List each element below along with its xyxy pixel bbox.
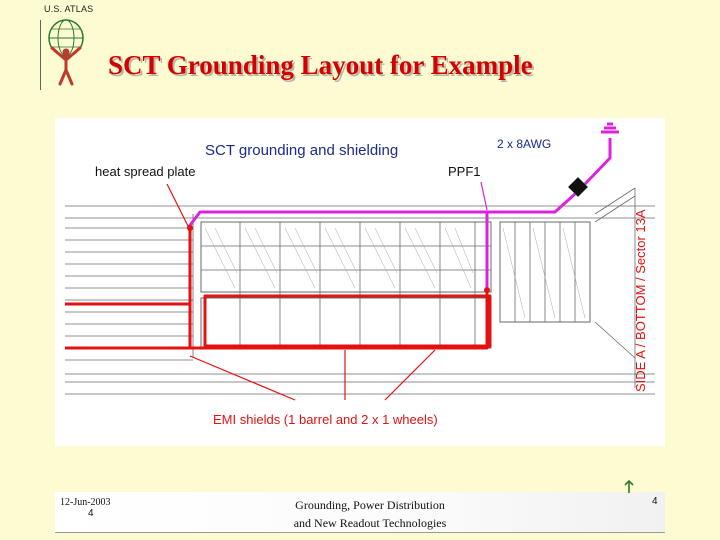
atlas-figure-icon — [40, 14, 100, 90]
footer-date: 12-Jun-2003 — [60, 497, 111, 508]
drawing-hatching — [205, 228, 585, 318]
footer-title-line1: Grounding, Power Distribution — [295, 498, 445, 512]
cable-label: 2 x 8AWG — [497, 137, 552, 151]
diagram-heading: SCT grounding and shielding — [205, 142, 399, 159]
footer-title-line2: and New Readout Technologies — [293, 516, 447, 530]
mechanical-drawing — [65, 188, 655, 394]
grounding-diagram — [55, 118, 665, 446]
footer-page-number-left: 4 — [88, 508, 94, 519]
footer-page-number-right: 4 — [652, 496, 658, 507]
side-sector-label: SIDE A / BOTTOM / Sector 13A — [633, 209, 648, 392]
ppf1-connector — [568, 177, 588, 197]
slide-nav-icon[interactable] — [622, 480, 636, 494]
heat-spread-plate-label: heat spread plate — [95, 164, 196, 179]
page-title: SCT Grounding Layout for Example — [108, 50, 533, 80]
emi-shields-label: EMI shields (1 barrel and 2 x 1 wheels) — [213, 412, 438, 427]
label-pointers — [167, 182, 487, 400]
ppf1-label: PPF1 — [448, 164, 481, 179]
footer-title — [260, 496, 480, 532]
us-atlas-logo — [40, 4, 100, 88]
logo-label: U.S. ATLAS — [44, 4, 94, 14]
